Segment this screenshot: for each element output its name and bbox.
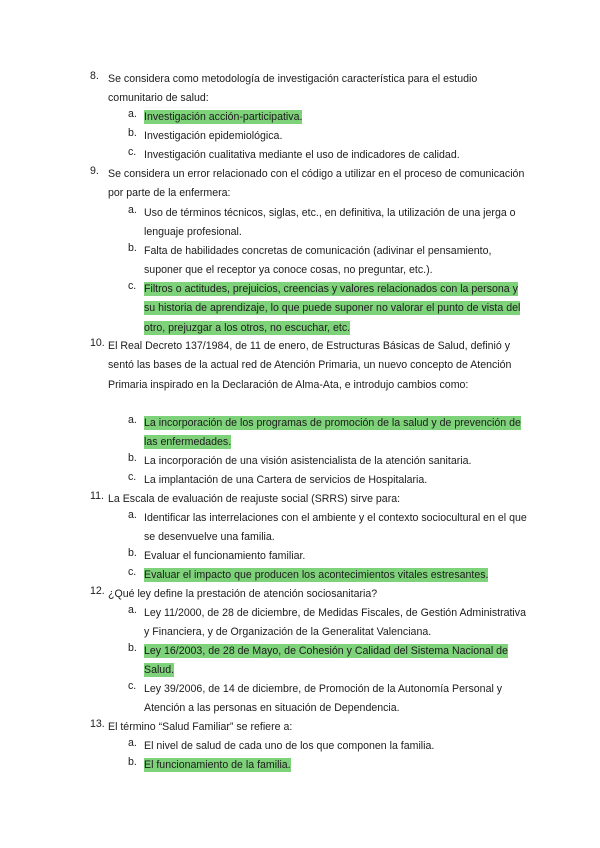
option-text: Evaluar el funcionamiento familiar. [144,550,306,562]
question-stem: La Escala de evaluación de reajuste social (SRRS) sirve para: [108,493,401,505]
option-letter: b. [128,642,137,654]
option-letter: c. [128,146,137,158]
option-letter: b. [128,452,137,464]
question-stem: El término “Salud Familiar” se refiere a: [108,721,293,733]
question-number: 13. [90,718,105,730]
question-stem: El Real Decreto 137/1984, de 11 de enero, de Estructuras Básicas de Salud, definió y sentó las bases de la actual red de Atención Primaria, un nuevo concepto de Atención Primaria inspirado en la Declaración de Alma-Ata, e introdujo cambios como: [108,340,512,391]
question-10 [90,337,530,395]
option-letter: c. [128,680,137,692]
question-13 [90,718,530,737]
question-number: 8. [90,70,99,82]
option-text: Identificar las interrelaciones con el ambiente y el contexto sociocultural en el que se desenvuelve una familia. [144,512,527,544]
question-stem: ¿Qué ley define la prestación de atención sociosanitaria? [108,588,378,600]
option-letter: a. [128,108,137,120]
option-letter: c. [128,471,137,483]
question-number: 9. [90,165,99,177]
option-text: Investigación epidemiológica. [144,130,283,142]
option-text: Ley 11/2000, de 28 de diciembre, de Medidas Fiscales, de Gestión Administrativa y Financiera, y de Organización de la Generalitat Valenciana. [144,607,526,639]
question-number: 11. [90,490,104,502]
question-number: 10. [90,337,105,349]
option-11c [128,566,528,585]
option-8a [128,108,528,127]
option-10a [128,414,528,453]
question-8 [90,70,530,109]
option-10b [128,452,528,471]
option-letter: a. [128,204,137,216]
highlighted-answer: El funcionamiento de la familia. [144,759,291,771]
option-12b [128,642,528,681]
option-11b [128,547,528,566]
option-13b [128,756,528,775]
highlighted-answer: La incorporación de los programas de promoción de la salud y de prevención de las enfermedades. [144,417,521,449]
option-letter: a. [128,509,137,521]
option-9a [128,204,528,243]
option-letter: b. [128,756,137,768]
option-text: Investigación cualitativa mediante el uso de indicadores de calidad. [144,149,460,161]
highlighted-answer: Ley 16/2003, de 28 de Mayo, de Cohesión y Calidad del Sistema Nacional de Salud. [144,645,508,677]
question-11 [90,490,530,509]
option-letter: c. [128,280,137,292]
option-text: Ley 39/2006, de 14 de diciembre, de Promoción de la Autonomía Personal y Atención a las personas en situación de Dependencia. [144,683,503,715]
option-8c [128,146,528,165]
option-letter: a. [128,737,137,749]
option-letter: b. [128,547,137,559]
highlighted-answer: Investigación acción-participativa. [144,111,303,123]
option-9c [128,280,528,338]
option-text: La implantación de una Cartera de servicios de Hospitalaria. [144,474,428,486]
option-text: El nivel de salud de cada uno de los que componen la familia. [144,740,435,752]
option-text: La incorporación de una visión asistencialista de la atención sanitaria. [144,455,472,467]
question-stem: Se considera como metodología de investigación característica para el estudio comunitario de salud: [108,73,478,105]
option-12a [128,604,528,643]
option-8b [128,127,528,146]
option-13a [128,737,528,756]
option-letter: a. [128,414,137,426]
question-stem: Se considera un error relacionado con el código a utilizar en el proceso de comunicación por parte de la enfermera: [108,168,525,200]
highlighted-answer: Filtros o actitudes, prejuicios, creencias y valores relacionados con la persona y su historia de aprendizaje, lo que puede suponer no valorar el punto de vista del otro, prejuzgar a los otros, no escuchar, etc. [144,283,521,334]
option-letter: b. [128,242,137,254]
question-12 [90,585,530,604]
option-letter: c. [128,566,137,578]
option-11a [128,509,528,548]
option-text: Uso de términos técnicos, siglas, etc., en definitiva, la utilización de una jerga o lenguaje profesional. [144,207,516,239]
option-10c [128,471,528,490]
highlighted-answer: Evaluar el impacto que producen los acontecimientos vitales estresantes. [144,569,489,581]
option-text: Falta de habilidades concretas de comunicación (adivinar el pensamiento, suponer que el receptor ya conoce cosas, no preguntar, etc.). [144,245,492,277]
option-9b [128,242,528,281]
option-letter: a. [128,604,137,616]
option-letter: b. [128,127,137,139]
question-9 [90,165,530,204]
question-number: 12. [90,585,105,597]
option-12c [128,680,528,719]
